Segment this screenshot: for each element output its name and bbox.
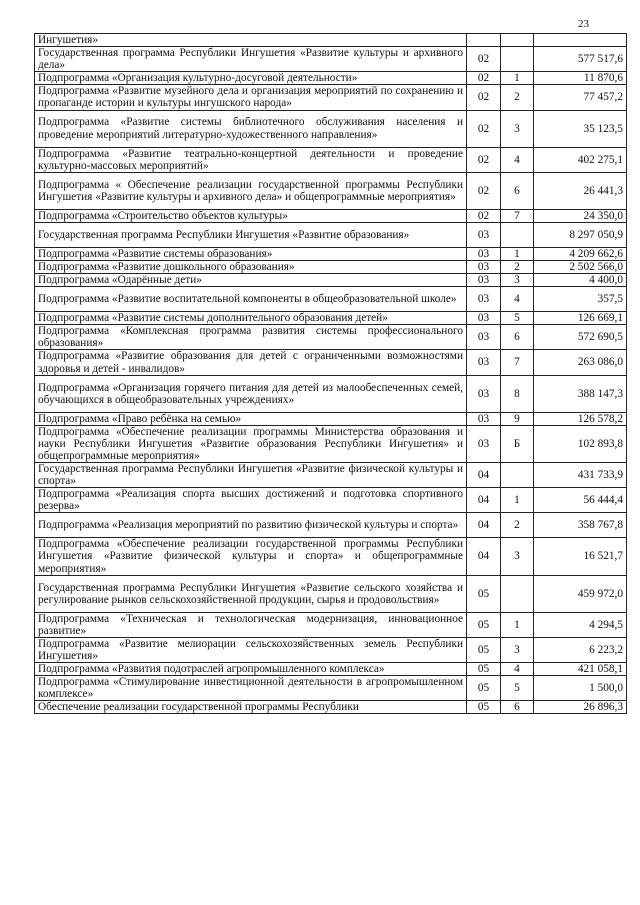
table-row — [35, 575, 627, 612]
program-name-cell: Подпрограмма «Развития подотраслей агропромышленного комплекса» — [35, 663, 467, 676]
program-name-cell: Подпрограмма «Развитие музейного дела и организация мероприятий по сохранению и пропаганде истории и культуры ингушского народа» — [35, 85, 467, 110]
program-name-cell: Подпрограмма «Реализация мероприятий по развитию физической культуры и спорта» — [35, 513, 467, 538]
table-row — [35, 375, 627, 412]
table-row — [35, 85, 627, 110]
subprogram-code-cell: 3 — [501, 637, 534, 662]
amount-cell: 402 275,1 — [534, 147, 627, 172]
subprogram-code-cell: 6 — [501, 325, 534, 350]
program-name-cell: Подпрограмма «Развитие системы библиотечного обслуживания населения и проведение мероприятий литературно-художественного направления» — [35, 110, 467, 147]
amount-cell: 421 058,1 — [534, 663, 627, 676]
table-row — [35, 538, 627, 575]
table-row — [35, 260, 627, 273]
subprogram-code-cell: Б — [501, 425, 534, 462]
table-row — [35, 34, 627, 47]
subprogram-code-cell — [501, 47, 534, 72]
subprogram-code-cell: 1 — [501, 488, 534, 513]
table-row — [35, 147, 627, 172]
program-code-cell: 04 — [467, 513, 501, 538]
program-name-cell: Подпрограмма «Техническая и технологическая модернизация, инновационное развитие» — [35, 612, 467, 637]
subprogram-code-cell: 1 — [501, 72, 534, 85]
table-row — [35, 72, 627, 85]
subprogram-code-cell: 6 — [501, 172, 534, 209]
program-code-cell: 03 — [467, 247, 501, 260]
amount-cell: 24 350,0 — [534, 209, 627, 222]
subprogram-code-cell: 6 — [501, 701, 534, 714]
program-name-cell: Подпрограмма «Право ребёнка на семью» — [35, 412, 467, 425]
amount-cell: 459 972,0 — [534, 575, 627, 612]
amount-cell: 126 669,1 — [534, 312, 627, 325]
table-row — [35, 247, 627, 260]
amount-cell: 26 896,3 — [534, 701, 627, 714]
amount-cell: 4 400,0 — [534, 274, 627, 287]
program-code-cell: 03 — [467, 260, 501, 273]
amount-cell: 4 209 662,6 — [534, 247, 627, 260]
subprogram-code-cell: 4 — [501, 147, 534, 172]
table-row — [35, 209, 627, 222]
program-name-cell: Подпрограмма «Обеспечение реализации программы Министерства образования и науки Республики Ингушетия «Развитие образования Республики Ингушетия» и общепрограммные мероприятия» — [35, 425, 467, 462]
table-row — [35, 287, 627, 312]
budget-table — [34, 33, 627, 714]
program-code-cell: 03 — [467, 274, 501, 287]
program-name-cell: Подпрограмма «Развитие театрально-концертной деятельности и проведение культурно-массовых мероприятий» — [35, 147, 467, 172]
table-row — [35, 612, 627, 637]
program-name-cell: Подпрограмма «Развитие системы дополнительного образования детей» — [35, 312, 467, 325]
amount-cell: 77 457,2 — [534, 85, 627, 110]
subprogram-code-cell: 9 — [501, 412, 534, 425]
table-row — [35, 110, 627, 147]
table-row — [35, 701, 627, 714]
table-row — [35, 325, 627, 350]
table-row — [35, 462, 627, 487]
table-row — [35, 676, 627, 701]
program-code-cell: 02 — [467, 209, 501, 222]
amount-cell: 572 690,5 — [534, 325, 627, 350]
table-row — [35, 350, 627, 375]
program-name-cell: Подпрограмма «Развитие дошкольного образования» — [35, 260, 467, 273]
amount-cell: 6 223,2 — [534, 637, 627, 662]
amount-cell: 16 521,7 — [534, 538, 627, 575]
amount-cell: 2 502 566,0 — [534, 260, 627, 273]
amount-cell: 357,5 — [534, 287, 627, 312]
program-code-cell: 05 — [467, 637, 501, 662]
program-code-cell: 03 — [467, 412, 501, 425]
page-number: 23 — [578, 18, 589, 30]
table-row — [35, 47, 627, 72]
amount-cell: 388 147,3 — [534, 375, 627, 412]
program-name-cell: Подпрограмма «Развитие воспитательной компоненты в общеобразовательной школе» — [35, 287, 467, 312]
program-name-cell: Подпрограмма «Организация культурно-досуговой деятельности» — [35, 72, 467, 85]
subprogram-code-cell — [501, 575, 534, 612]
program-code-cell: 02 — [467, 147, 501, 172]
amount-cell: 577 517,6 — [534, 47, 627, 72]
amount-cell: 26 441,3 — [534, 172, 627, 209]
program-code-cell: 02 — [467, 172, 501, 209]
program-code-cell: 04 — [467, 462, 501, 487]
amount-cell: 263 086,0 — [534, 350, 627, 375]
subprogram-code-cell: 4 — [501, 663, 534, 676]
program-name-cell: Государственная программа Республики Ингушетия «Развитие культуры и архивного дела» — [35, 47, 467, 72]
table-row — [35, 663, 627, 676]
program-code-cell: 04 — [467, 488, 501, 513]
program-name-cell: Подпрограмма « Обеспечение реализации государственной программы Республики Ингушетия «Развитие культуры и архивного дела» и общепрограммные мероприятия» — [35, 172, 467, 209]
subprogram-code-cell: 4 — [501, 287, 534, 312]
program-name-cell: Подпрограмма «Комплексная программа развития системы профессионального образования» — [35, 325, 467, 350]
subprogram-code-cell — [501, 34, 534, 47]
table-row — [35, 425, 627, 462]
amount-cell: 431 733,9 — [534, 462, 627, 487]
program-code-cell: 03 — [467, 375, 501, 412]
program-name-cell: Подпрограмма «Развитие системы образования» — [35, 247, 467, 260]
subprogram-code-cell: 2 — [501, 85, 534, 110]
subprogram-code-cell: 5 — [501, 312, 534, 325]
amount-cell: 126 578,2 — [534, 412, 627, 425]
program-name-cell: Подпрограмма «Развитие образования для детей с ограниченными возможностями здоровья и детей - инвалидов» — [35, 350, 467, 375]
program-code-cell: 03 — [467, 425, 501, 462]
subprogram-code-cell: 2 — [501, 260, 534, 273]
amount-cell — [534, 34, 627, 47]
program-name-cell: Подпрограмма «Строительство объектов культуры» — [35, 209, 467, 222]
subprogram-code-cell: 3 — [501, 274, 534, 287]
amount-cell: 1 500,0 — [534, 676, 627, 701]
program-name-cell: Подпрограмма «Одарённые дети» — [35, 274, 467, 287]
program-code-cell: 02 — [467, 72, 501, 85]
program-name-cell: Подпрограмма «Обеспечение реализации государственной программы Республики Ингушетия «Развитие физической культуры и спорта» и общепрограммные мероприятия» — [35, 538, 467, 575]
program-name-cell: Подпрограмма «Развитие мелиорации сельскохозяйственных земель Республики Ингушетия» — [35, 637, 467, 662]
subprogram-code-cell: 1 — [501, 612, 534, 637]
program-name-cell: Государственная программа Республики Ингушетия «Развитие образования» — [35, 222, 467, 247]
table-row — [35, 312, 627, 325]
program-name-cell: Государственная программа Республики Ингушетия «Развитие сельского хозяйства и регулирование рынков сельскохозяйственной продукции, сырья и продовольствия» — [35, 575, 467, 612]
program-code-cell: 03 — [467, 350, 501, 375]
table-row — [35, 274, 627, 287]
program-name-cell: Подпрограмма «Реализация спорта высших достижений и подготовка спортивного резерва» — [35, 488, 467, 513]
amount-cell: 102 893,8 — [534, 425, 627, 462]
table-row — [35, 513, 627, 538]
amount-cell: 4 294,5 — [534, 612, 627, 637]
program-name-cell: Государственная программа Республики Ингушетия «Развитие физической культуры и спорта» — [35, 462, 467, 487]
program-code-cell: 05 — [467, 612, 501, 637]
program-name-cell: Обеспечение реализации государственной программы Республики — [35, 701, 467, 714]
subprogram-code-cell: 1 — [501, 247, 534, 260]
program-code-cell: 05 — [467, 701, 501, 714]
program-code-cell — [467, 34, 501, 47]
subprogram-code-cell: 7 — [501, 350, 534, 375]
subprogram-code-cell — [501, 462, 534, 487]
amount-cell: 56 444,4 — [534, 488, 627, 513]
subprogram-code-cell: 7 — [501, 209, 534, 222]
subprogram-code-cell: 3 — [501, 538, 534, 575]
program-code-cell: 02 — [467, 110, 501, 147]
subprogram-code-cell: 3 — [501, 110, 534, 147]
amount-cell: 35 123,5 — [534, 110, 627, 147]
subprogram-code-cell — [501, 222, 534, 247]
subprogram-code-cell: 8 — [501, 375, 534, 412]
program-code-cell: 05 — [467, 575, 501, 612]
program-code-cell: 03 — [467, 287, 501, 312]
program-code-cell: 02 — [467, 85, 501, 110]
program-name-cell: Ингушетия» — [35, 34, 467, 47]
program-code-cell: 04 — [467, 538, 501, 575]
table-row — [35, 637, 627, 662]
program-code-cell: 05 — [467, 663, 501, 676]
program-code-cell: 03 — [467, 222, 501, 247]
table-row — [35, 412, 627, 425]
program-code-cell: 03 — [467, 312, 501, 325]
subprogram-code-cell: 5 — [501, 676, 534, 701]
program-name-cell: Подпрограмма «Организация горячего питания для детей из малообеспеченных семей, обучающихся в общеобразовательных учреждениях» — [35, 375, 467, 412]
table-row — [35, 222, 627, 247]
amount-cell: 358 767,8 — [534, 513, 627, 538]
program-code-cell: 05 — [467, 676, 501, 701]
subprogram-code-cell: 2 — [501, 513, 534, 538]
program-code-cell: 03 — [467, 325, 501, 350]
amount-cell: 11 870,6 — [534, 72, 627, 85]
program-code-cell: 02 — [467, 47, 501, 72]
table-row — [35, 488, 627, 513]
amount-cell: 8 297 050,9 — [534, 222, 627, 247]
program-name-cell: Подпрограмма «Стимулирование инвестиционной деятельности в агропромышленном комплексе» — [35, 676, 467, 701]
table-row — [35, 172, 627, 209]
